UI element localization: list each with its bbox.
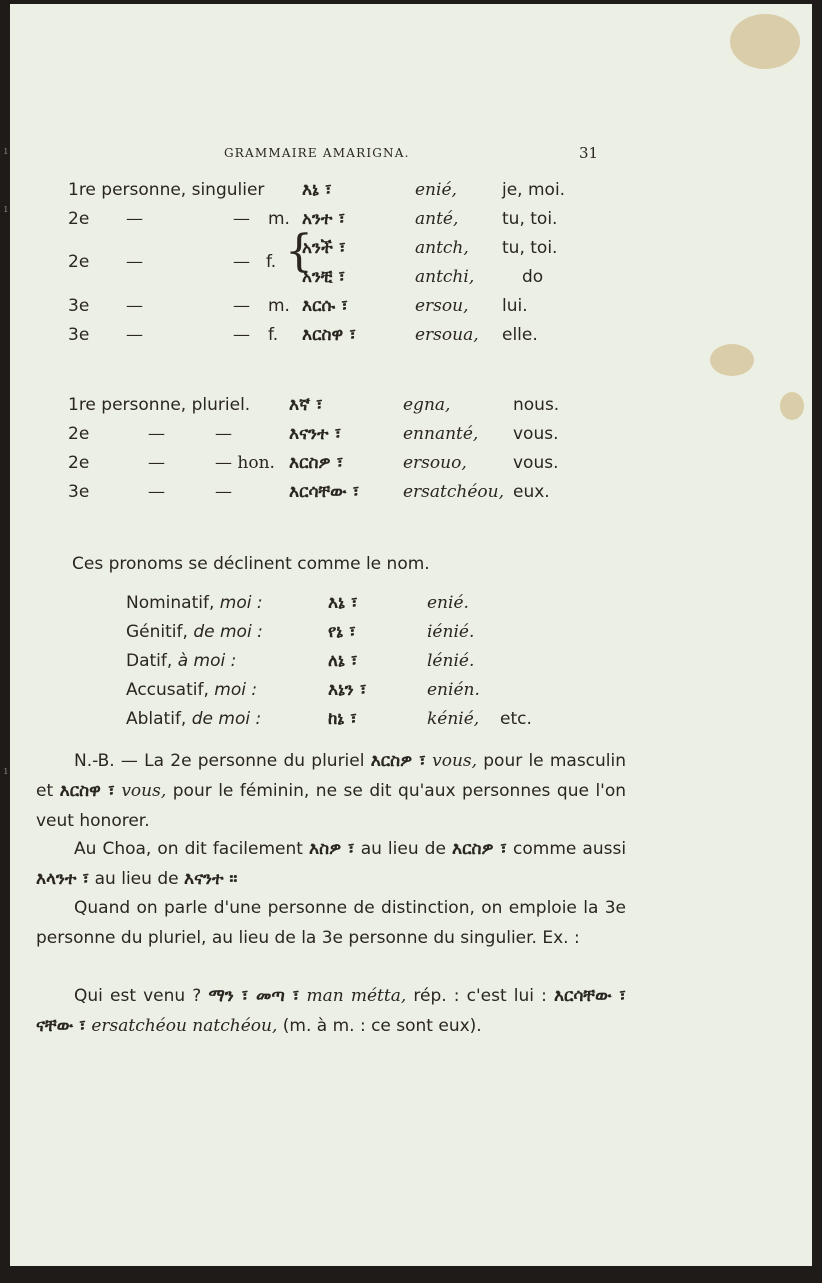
etc-label: etc. — [500, 709, 532, 729]
case-gloss: de moi : — [193, 622, 263, 642]
amharic-word: እርስዎ ፣ — [451, 839, 507, 859]
french-gloss: lui. — [502, 296, 528, 316]
table-row — [10, 680, 812, 710]
amharic-word: ከኔ ፣ — [328, 709, 357, 729]
transliteration: enié. — [427, 593, 469, 613]
amharic-word: እላንተ ፣ — [36, 869, 90, 889]
person-label: 3e — [68, 325, 90, 345]
table-row — [10, 453, 812, 483]
table-row — [10, 424, 812, 454]
transliteration: ersatchéou, — [403, 482, 504, 502]
ditto-dash: — — [126, 252, 143, 272]
person-label: 1re personne, pluriel. — [68, 395, 251, 415]
text-segment: rép. : c'est lui : — [413, 986, 547, 1006]
ditto-dash: — — [233, 209, 250, 229]
text-segment: Au Choa, on dit facilement — [74, 839, 303, 859]
example-paragraph — [36, 981, 626, 1041]
amharic-word: እኔን ፣ — [328, 680, 367, 700]
amharic-word: እኛ ፣ — [289, 395, 323, 415]
brace-symbol: { — [285, 226, 313, 277]
text-segment: au lieu de — [360, 839, 446, 859]
ditto-dash: — — [233, 296, 250, 316]
amharic-word: እርሳቸው ፣ — [289, 482, 360, 502]
case-gloss: à moi : — [177, 651, 237, 671]
transliteration: egna, — [403, 395, 451, 415]
french-gloss: vous. — [513, 424, 559, 444]
french-gloss: je, moi. — [502, 180, 566, 200]
ditto-dash: — — [126, 296, 143, 316]
text-segment: au lieu de — [94, 869, 179, 889]
paper-stain — [730, 14, 800, 69]
edge-mark: ı — [4, 764, 8, 777]
table-row — [10, 709, 812, 739]
declension-intro: Ces pronoms se déclinent comme le nom. — [72, 554, 430, 574]
person-label: 3e — [68, 296, 90, 316]
ditto-dash: — hon. — [215, 453, 275, 473]
amharic-word: እናንተ ። — [183, 869, 238, 889]
nb-paragraph — [36, 746, 626, 836]
table-row — [10, 482, 812, 512]
text-segment: (m. à m. : ce sont eux). — [282, 1016, 482, 1036]
ditto-dash: — — [148, 453, 165, 473]
ditto-dash: — — [215, 482, 232, 502]
person-label: 2e — [68, 209, 90, 229]
transliteration: ersou, — [415, 296, 469, 316]
gender-label: f. — [266, 252, 277, 272]
transliteration: anté, — [415, 209, 459, 229]
amharic-word: አንች ፣ — [302, 238, 346, 258]
person-label: 2e — [68, 424, 90, 444]
case-name: Ablatif, — [126, 709, 187, 729]
french-gloss: tu, toi. — [502, 238, 558, 258]
person-label: 2e — [68, 453, 90, 473]
french-gloss: elle. — [502, 325, 538, 345]
ditto-dash: — — [148, 482, 165, 502]
italic-gloss: man métta, — [306, 986, 407, 1006]
amharic-word: እርስዎ ፣ — [370, 751, 426, 771]
table-row — [10, 209, 812, 239]
person-label: 3e — [68, 482, 90, 502]
french-gloss: vous. — [513, 453, 559, 473]
case-gloss: moi : — [214, 680, 258, 700]
ditto-dash: — — [233, 252, 250, 272]
amharic-word: እርሳቸው ፣ ናቸው ፣ — [36, 986, 627, 1036]
ditto-dash: — — [233, 325, 250, 345]
edge-mark: ı — [4, 202, 8, 215]
italic-gloss: vous, — [121, 781, 167, 801]
amharic-word: እስዎ ፣ — [309, 839, 355, 859]
running-title: GRAMMAIRE AMARIGNA. — [224, 146, 410, 160]
transliteration: ersoua, — [415, 325, 479, 345]
choa-paragraph — [36, 834, 626, 894]
distinction-paragraph: Quand on parle d'une personne de distinction, on emploie la 3e personne du pluriel, au lieu de la 3e personne du singulier. Ex. : — [36, 898, 626, 948]
transliteration: enié, — [415, 180, 457, 200]
gender-label: m. — [268, 296, 290, 316]
table-row — [10, 593, 812, 623]
text-segment: comme aussi — [513, 839, 627, 859]
ditto-dash: — — [148, 424, 165, 444]
amharic-word: እኔ ፣ — [302, 180, 332, 200]
ditto-dash: — — [126, 209, 143, 229]
gender-label: f. — [268, 325, 279, 345]
person-label: 1re personne, singulier — [68, 180, 265, 200]
text-segment: pour le masculin et — [36, 751, 627, 801]
table-row — [10, 180, 812, 210]
text-segment: N.-B. — La 2e personne du pluriel — [74, 751, 365, 771]
amharic-word: እርሱ ፣ — [302, 296, 349, 316]
text-segment: pour le féminin, ne se dit qu'aux personnes que l'on veut honorer. — [36, 781, 627, 831]
text-segment: Qui est venu ? — [74, 986, 202, 1006]
italic-gloss: ersatchéou natchéou, — [91, 1016, 278, 1036]
table-row — [10, 395, 812, 425]
person-label: 2e — [68, 252, 90, 272]
french-gloss: tu, toi. — [502, 209, 558, 229]
case-gloss: de moi : — [191, 709, 262, 729]
transliteration: iénié. — [427, 622, 475, 642]
amharic-word: የኔ ፣ — [328, 622, 356, 642]
book-page — [4, 4, 812, 1266]
amharic-word: አንቺ ፣ — [302, 267, 346, 287]
table-row — [10, 622, 812, 652]
table-row — [10, 651, 812, 681]
amharic-word: እናንተ ፣ — [289, 424, 342, 444]
french-gloss: eux. — [513, 482, 550, 502]
edge-mark: ı — [4, 144, 8, 157]
table-row — [10, 296, 812, 326]
amharic-word: እኔ ፣ — [328, 593, 358, 613]
french-gloss: do — [522, 267, 544, 287]
table-row — [10, 267, 812, 297]
page-number: 31 — [579, 144, 599, 162]
transliteration: antchi, — [415, 267, 475, 287]
amharic-word: ማን ፣ መጣ ፣ — [208, 986, 300, 1006]
transliteration: enién. — [427, 680, 480, 700]
ditto-dash: — — [215, 424, 232, 444]
gender-label: m. — [268, 209, 290, 229]
case-name: Nominatif, — [126, 593, 215, 613]
table-row — [10, 325, 812, 355]
french-gloss: nous. — [513, 395, 560, 415]
transliteration: ersouo, — [403, 453, 467, 473]
transliteration: antch, — [415, 238, 469, 258]
amharic-word: እርስዋ ፣ — [59, 781, 115, 801]
amharic-word: አንተ ፣ — [302, 209, 346, 229]
table-row — [10, 238, 812, 268]
amharic-word: እርስዎ ፣ — [289, 453, 344, 473]
amharic-word: ለኔ ፣ — [328, 651, 358, 671]
case-name: Datif, — [126, 651, 173, 671]
transliteration: kénié, — [427, 709, 480, 729]
case-name: Accusatif, — [126, 680, 209, 700]
transliteration: ennanté, — [403, 424, 479, 444]
case-name: Génitif, — [126, 622, 188, 642]
amharic-word: እርስዋ ፣ — [302, 325, 357, 345]
ditto-dash: — — [126, 325, 143, 345]
transliteration: lénié. — [427, 651, 475, 671]
case-gloss: moi : — [219, 593, 263, 613]
italic-gloss: vous, — [432, 751, 478, 771]
